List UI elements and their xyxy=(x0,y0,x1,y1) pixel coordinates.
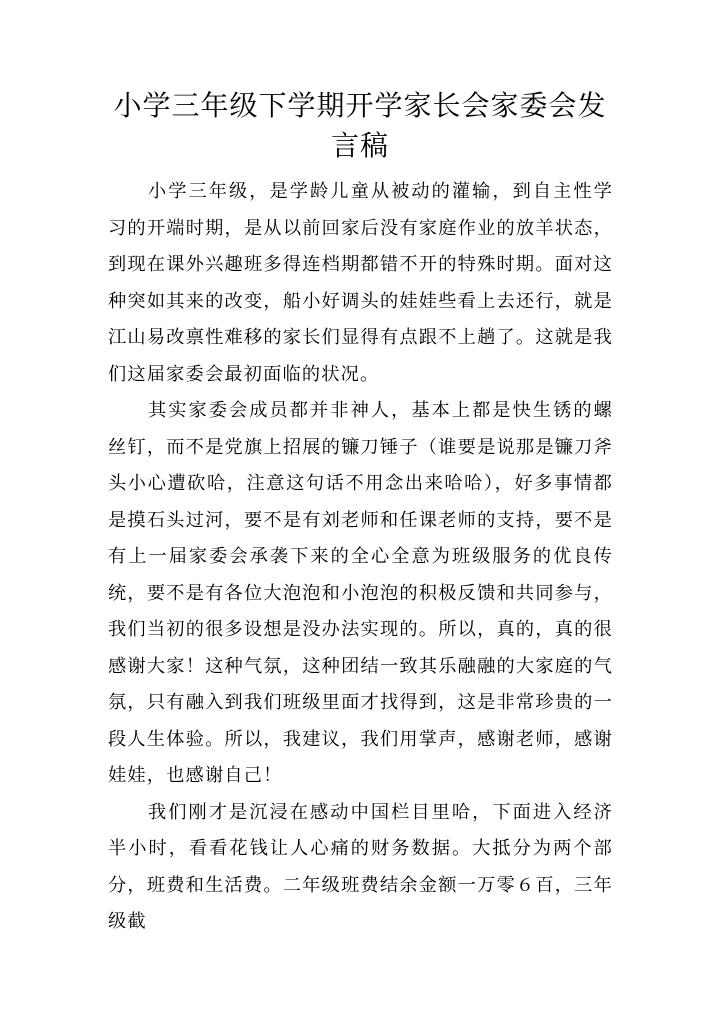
paragraph-2: 其实家委会成员都并非神人，基本上都是快生锈的螺丝钉，而不是党旗上招展的镰刀锤子（谁要是说那是镰刀斧头小心遭砍哈，注意这句话不用念出来哈哈），好多事情都是摸石头过河，要不是有刘老师和任课老师的支持，要不是有上一届家委会承袭下来的全心全意为班级服务的优良传统，要不是有各位大泡泡和小泡泡的积极反馈和共同参与，我们当初的很多设想是没办法实现的。所以，真的，真的很感谢大家！这种气氛，这种团结一致其乐融融的大家庭的气氛，只有融入到我们班级里面才找得到，这是非常珍贵的一段人生体验。所以，我建议，我们用掌声，感谢老师，感谢娃娃，也感谢自己！ xyxy=(108,400,613,786)
paragraph-3: 我们刚才是沉浸在感动中国栏目里哈，下面进入经济半小时，看看花钱让人心痛的财务数据。大抵分为两个部分，班费和生活费。二年级班费结余金额一万零６百，三年级截 xyxy=(108,801,613,932)
document-body xyxy=(108,174,613,941)
document-title: 小学三年级下学期开学家长会家委会发言稿 xyxy=(113,89,607,162)
paragraph-1: 小学三年级，是学龄儿童从被动的灌输，到自主性学习的开端时期，是从以前回家后没有家庭作业的放羊状态，到现在课外兴趣班多得连档期都错不开的特殊时期。面对这种突如其来的改变，船小好调头的娃娃些看上去还行，就是江山易改禀性难移的家长们显得有点跟不上趟了。这就是我们这届家委会最初面临的状况。 xyxy=(108,181,613,385)
